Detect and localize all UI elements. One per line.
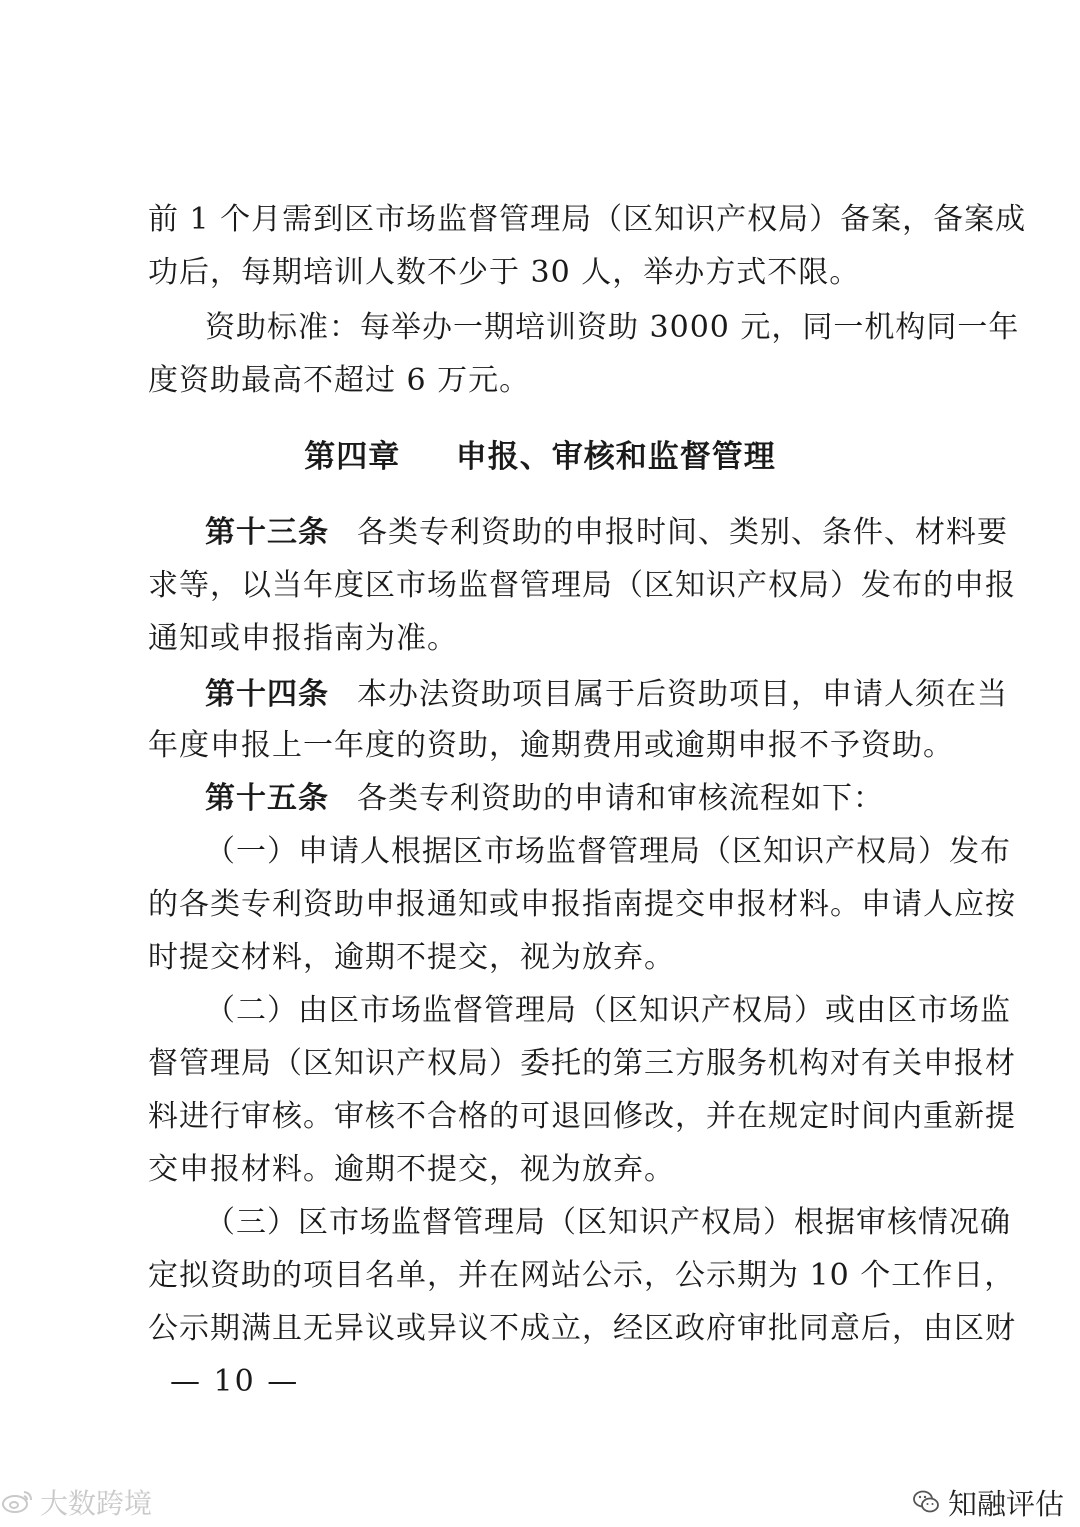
watermark-right-text: 知融评估 <box>948 1486 1065 1521</box>
article-15-line <box>205 779 1005 819</box>
paragraph-line: 的各类专利资助申报通知或申报指南提交申报材料。申请人应按 <box>148 887 1016 922</box>
watermark-left-text: 大数跨境 <box>40 1487 153 1520</box>
weibo-logo-icon <box>0 1488 34 1517</box>
paragraph-line: 功后，每期培训人数不少于 30 人，举办方式不限。 <box>148 255 861 290</box>
paragraph-line: 交申报材料。逾期不提交，视为放弃。 <box>148 1152 675 1187</box>
paragraph-line: 定拟资助的项目名单，并在网站公示，公示期为 10 个工作日， <box>148 1258 1016 1293</box>
article-14-line <box>205 675 1008 715</box>
article-text: 各类专利资助的申报时间、类别、条件、材料要 <box>357 515 1008 550</box>
chapter-title: 申报、审核和监督管理 <box>455 439 776 475</box>
paragraph-line: 求等，以当年度区市场监督管理局（区知识产权局）发布的申报 <box>148 568 1016 603</box>
paragraph-line: 年度申报上一年度的资助，逾期费用或逾期申报不予资助。 <box>148 728 954 763</box>
paragraph-line: 度资助最高不超过 6 万元。 <box>148 363 531 398</box>
paragraph-line: 料进行审核。审核不合格的可退回修改，并在规定时间内重新提 <box>148 1099 1016 1134</box>
paragraph-line: （三）区市场监督管理局（区知识产权局）根据审核情况确 <box>205 1205 1011 1240</box>
paragraph-line: 时提交材料，逾期不提交，视为放弃。 <box>148 940 675 975</box>
paragraph-line: 通知或申报指南为准。 <box>148 621 458 656</box>
article-13-line <box>205 513 1008 553</box>
chapter-heading <box>0 437 1080 477</box>
wechat-logo-icon <box>912 1488 940 1516</box>
paragraph-line: 资助标准：每举办一期培训资助 3000 元，同一机构同一年 <box>205 310 1020 345</box>
article-label: 第十三条 <box>205 515 329 550</box>
page-number: — 10 — <box>170 1364 300 1399</box>
watermark-right <box>912 1480 1064 1524</box>
watermark-left <box>0 1482 152 1522</box>
article-text: 本办法资助项目属于后资助项目，申请人须在当 <box>357 677 1008 712</box>
paragraph-line: （一）申请人根据区市场监督管理局（区知识产权局）发布 <box>205 834 1011 869</box>
article-label: 第十五条 <box>205 781 329 816</box>
article-label: 第十四条 <box>205 677 329 712</box>
paragraph-line: 前 1 个月需到区市场监督管理局（区知识产权局）备案，备案成 <box>148 202 1027 237</box>
paragraph-line: 公示期满且无异议或异议不成立，经区政府审批同意后，由区财 <box>148 1311 1016 1346</box>
chapter-number: 第四章 <box>304 439 401 475</box>
paragraph-line: （二）由区市场监督管理局（区知识产权局）或由区市场监 <box>205 993 1011 1028</box>
paragraph-line: 督管理局（区知识产权局）委托的第三方服务机构对有关申报材 <box>148 1046 1016 1081</box>
article-text: 各类专利资助的申请和审核流程如下： <box>357 781 884 816</box>
